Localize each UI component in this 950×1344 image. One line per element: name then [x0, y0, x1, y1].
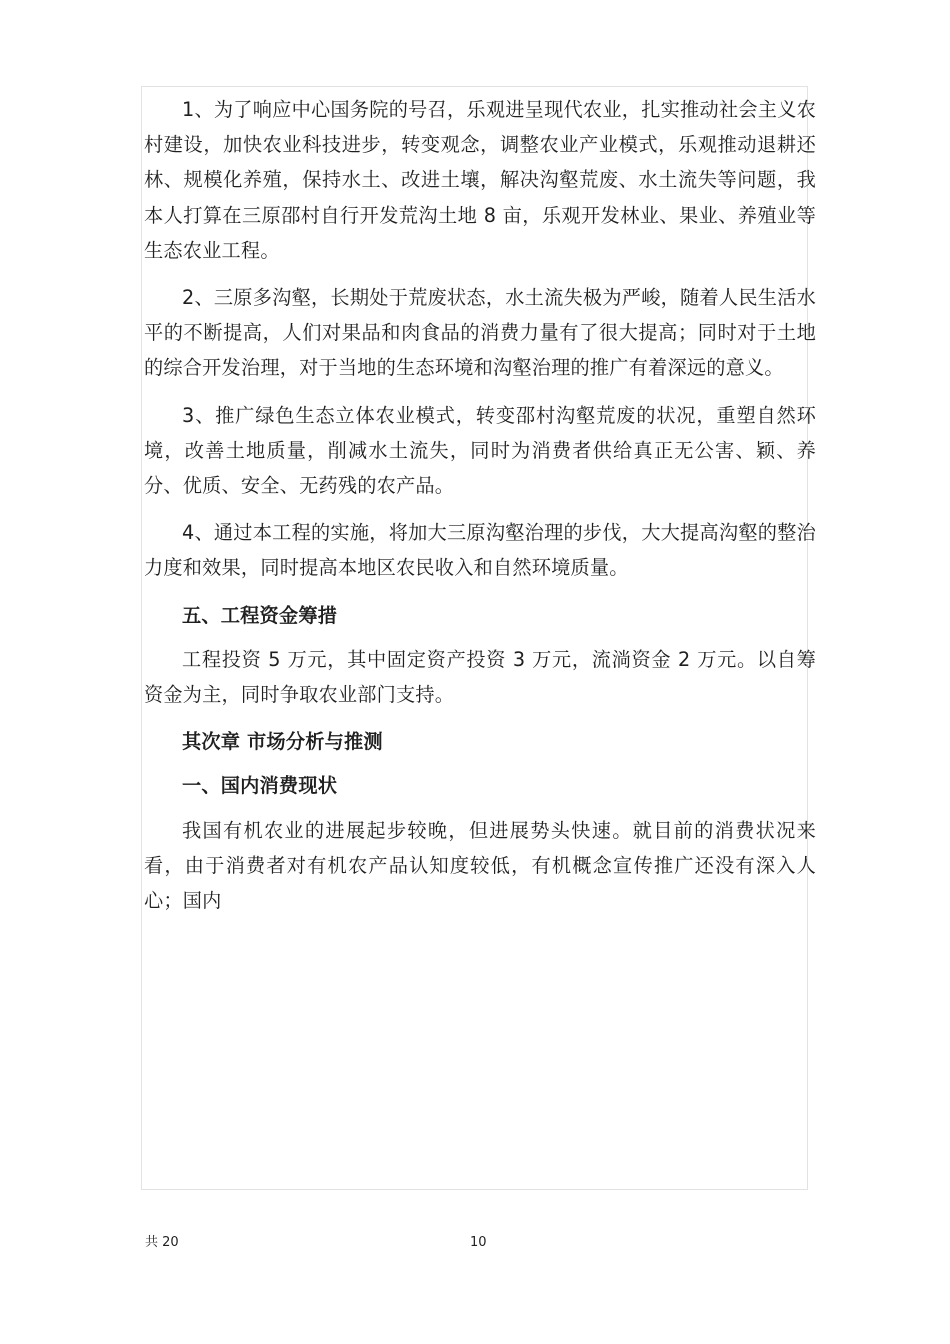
- section-paragraph: 我国有机农业的进展起步较晚，但进展势头快速。就目前的消费状况来看，由于消费者对有机农产品认知度较低，有机概念宣传推广还没有深入人心；国内: [144, 818, 816, 913]
- paragraph-1: 1、为了响应中心国务院的号召，乐观进呈现代农业，扎实推动社会主义农村建设，加快农业科技进步，转变观念，调整农业产业模式，乐观推动退耕还林、规模化养殖，保持水土、改进土壤，解决沟壑荒废、水土流失等问题，我本人打算在三原邵村自行开发荒沟土地 8 亩，乐观开发林业、果业、养殖业等生态农业工程。: [144, 98, 816, 262]
- paragraph-2: 2、三原多沟壑，长期处于荒废状态，水土流失极为严峻，随着人民生活水平的不断提高，人们对果品和肉食品的消费力量有了很大提高；同时对于土地的综合开发治理，对于当地的生态环境和沟壑治理的推广有着深远的意义。: [144, 286, 816, 380]
- chapter-heading: 其次章 市场分析与推测: [182, 730, 383, 754]
- footer-page-number: 10: [470, 1235, 487, 1250]
- funding-paragraph: 工程投资 5 万元，其中固定资产投资 3 万元，流淌资金 2 万元。以自筹资金为主，同时争取农业部门支持。: [144, 647, 816, 707]
- paragraph-4: 4、通过本工程的实施，将加大三原沟壑治理的步伐，大大提高沟壑的整治力度和效果，同时提高本地区农民收入和自然环境质量。: [144, 521, 816, 580]
- paragraph-3: 3、推广绿色生态立体农业模式，转变邵村沟壑荒废的状况，重塑自然环境，改善土地质量，削减水土流失，同时为消费者供给真正无公害、颖、养分、优质、安全、无药残的农产品。: [144, 403, 816, 498]
- funding-heading: 五、工程资金筹措: [182, 603, 338, 627]
- footer-total-pages: 共 20: [145, 1235, 179, 1250]
- section-heading: 一、国内消费现状: [182, 774, 338, 798]
- document-body: [144, 92, 816, 930]
